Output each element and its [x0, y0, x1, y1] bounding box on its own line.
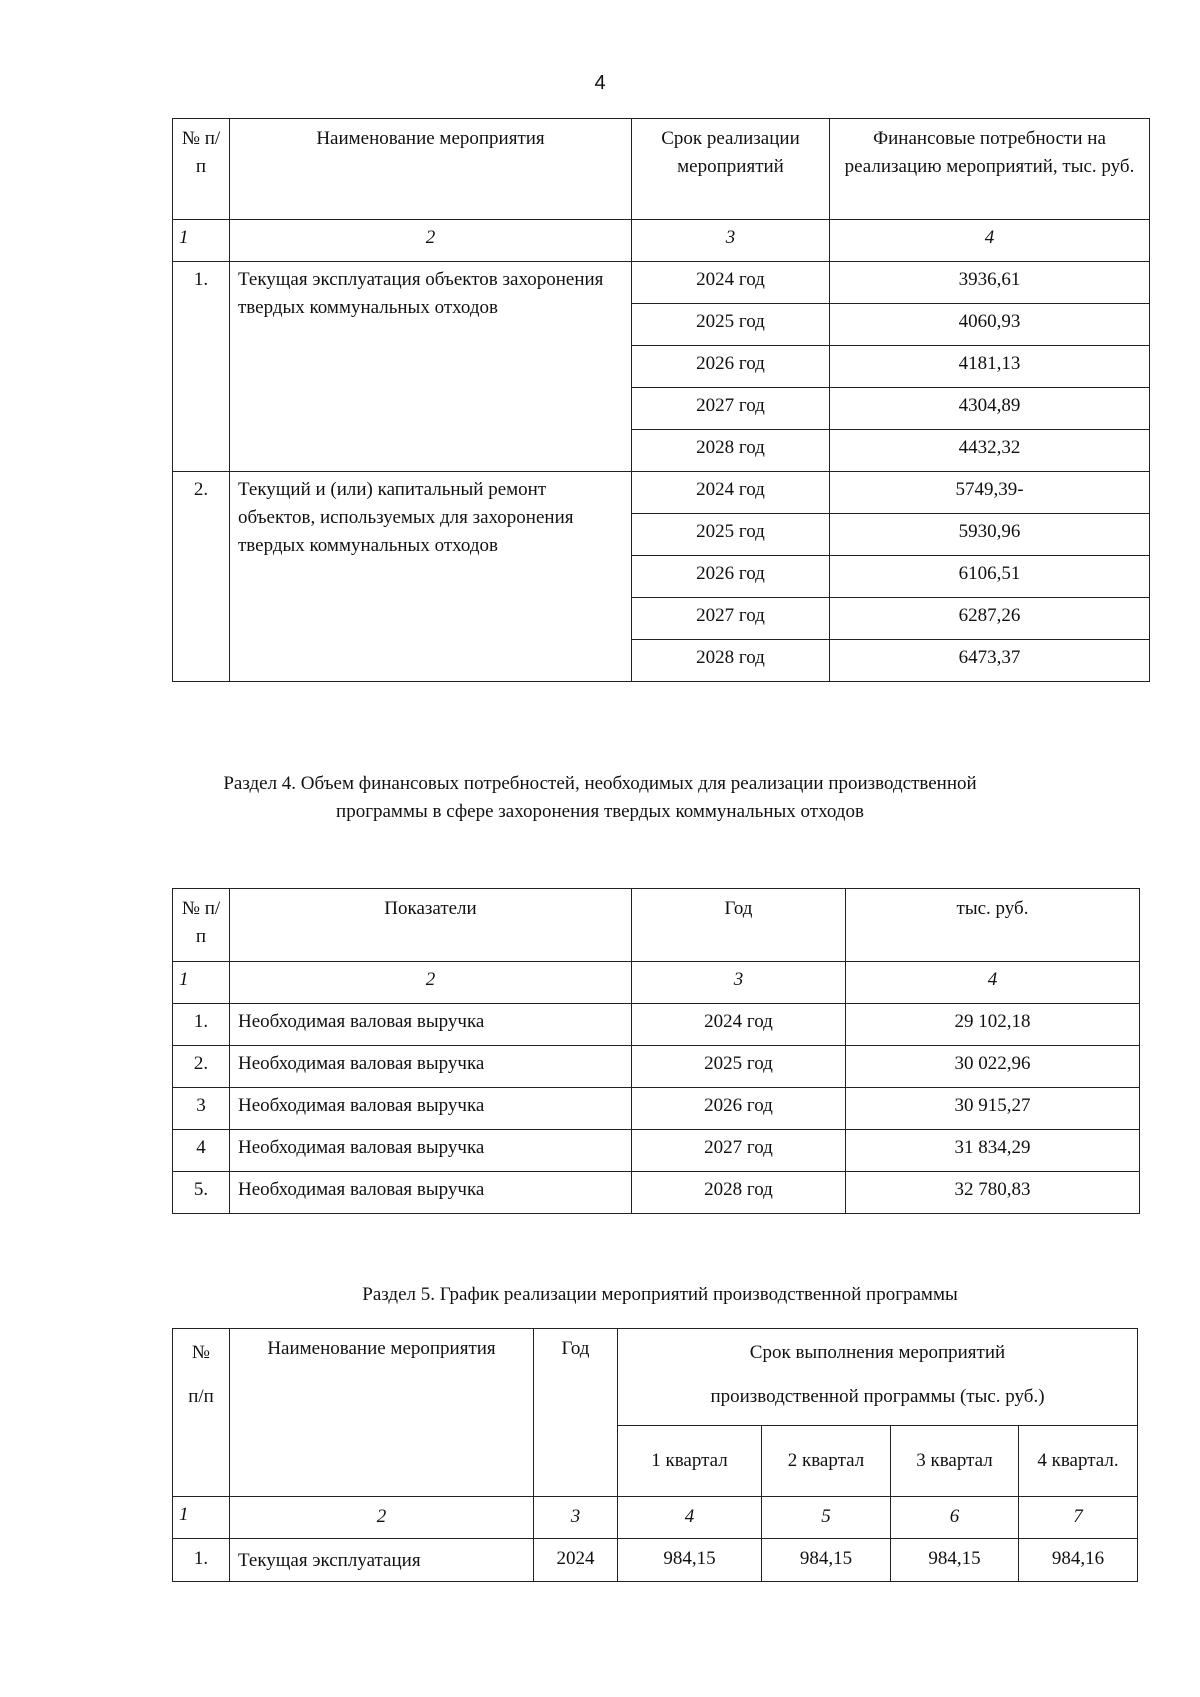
activity-name: Текущая эксплуатация объектов захоронения твердых коммунальных отходов	[230, 262, 632, 472]
col-number: 2	[230, 962, 632, 1004]
activities-finance-table	[172, 118, 1150, 682]
value-cell: 3936,61	[830, 262, 1150, 304]
value-cell: 31 834,29	[846, 1130, 1140, 1172]
header-num: № п/п	[173, 889, 230, 962]
header-term	[618, 1329, 1138, 1426]
row-number: 5.	[173, 1172, 230, 1214]
value-cell: 4304,89	[830, 388, 1150, 430]
year-cell: 2028 год	[632, 640, 830, 682]
header-num: № п/п	[173, 119, 230, 220]
q4-value: 984,16	[1019, 1539, 1138, 1582]
value-cell: 29 102,18	[846, 1004, 1140, 1046]
year-cell: 2024 год	[632, 262, 830, 304]
header-quarter-4: 4 квартал.	[1019, 1426, 1138, 1497]
indicator-name: Необходимая валовая выручка	[230, 1046, 632, 1088]
q3-value: 984,15	[891, 1539, 1019, 1582]
year-cell: 2027 год	[632, 598, 830, 640]
schedule-table	[172, 1328, 1138, 1582]
col-number: 3	[534, 1497, 618, 1539]
value-cell: 6473,37	[830, 640, 1150, 682]
row-number: 2.	[173, 1046, 230, 1088]
table-row	[173, 262, 1150, 304]
section-4-title-line2: программы в сфере захоронения твердых коммунальных отходов	[336, 801, 864, 822]
value-cell: 30 022,96	[846, 1046, 1140, 1088]
col-number: 2	[230, 220, 632, 262]
value-cell: 30 915,27	[846, 1088, 1140, 1130]
value-cell: 4432,32	[830, 430, 1150, 472]
header-term-line1: Срок выполнения мероприятий	[749, 1342, 1006, 1363]
header-num	[173, 1329, 230, 1497]
header-quarter-3: 3 квартал	[891, 1426, 1019, 1497]
activity-name: Текущий и (или) капитальный ремонт объектов, используемых для захоронения твердых коммунальных отходов	[230, 472, 632, 682]
activity-name: Текущая эксплуатация	[230, 1539, 534, 1582]
year-cell: 2024	[534, 1539, 618, 1582]
header-finance: Финансовые потребности на реализацию мероприятий, тыс. руб.	[830, 119, 1150, 220]
column-numbers-row	[173, 220, 1150, 262]
indicator-name: Необходимая валовая выручка	[230, 1172, 632, 1214]
value-cell: 4060,93	[830, 304, 1150, 346]
year-cell: 2024 год	[632, 1004, 846, 1046]
col-number: 4	[846, 962, 1140, 1004]
col-number: 1	[173, 1497, 230, 1539]
col-number: 3	[632, 962, 846, 1004]
year-cell: 2026 год	[632, 1088, 846, 1130]
value-cell: 5749,39-	[830, 472, 1150, 514]
table-row	[173, 1088, 1140, 1130]
col-number: 4	[618, 1497, 762, 1539]
year-cell: 2025 год	[632, 1046, 846, 1088]
value-cell: 6287,26	[830, 598, 1150, 640]
column-numbers-row	[173, 962, 1140, 1004]
value-cell: 32 780,83	[846, 1172, 1140, 1214]
year-cell: 2026 год	[632, 346, 830, 388]
q2-value: 984,15	[762, 1539, 891, 1582]
header-year: Год	[534, 1329, 618, 1497]
col-number: 4	[830, 220, 1150, 262]
table-header-row	[173, 119, 1150, 220]
col-number: 5	[762, 1497, 891, 1539]
table-row	[173, 1130, 1140, 1172]
indicator-name: Необходимая валовая выручка	[230, 1130, 632, 1172]
col-number: 1	[173, 962, 230, 1004]
col-number: 7	[1019, 1497, 1138, 1539]
header-year: Год	[632, 889, 846, 962]
value-cell: 6106,51	[830, 556, 1150, 598]
header-indicator: Показатели	[230, 889, 632, 962]
header-name: Наименование мероприятия	[230, 1329, 534, 1497]
table-row	[173, 1172, 1140, 1214]
revenue-table	[172, 888, 1140, 1214]
header-num-line2: п/п	[188, 1386, 214, 1407]
year-cell: 2028 год	[632, 1172, 846, 1214]
year-cell: 2027 год	[632, 1130, 846, 1172]
value-cell: 5930,96	[830, 514, 1150, 556]
value-cell: 4181,13	[830, 346, 1150, 388]
table-row	[173, 1539, 1138, 1582]
section-4-title-line1: Раздел 4. Объем финансовых потребностей, необходимых для реализации производственной	[223, 773, 977, 794]
section-5-title: Раздел 5. График реализации мероприятий производственной программы	[362, 1284, 958, 1305]
header-name: Наименование мероприятия	[230, 119, 632, 220]
header-quarter-2: 2 квартал	[762, 1426, 891, 1497]
page-number: 4	[594, 72, 606, 94]
indicator-name: Необходимая валовая выручка	[230, 1004, 632, 1046]
year-cell: 2024 год	[632, 472, 830, 514]
year-cell: 2028 год	[632, 430, 830, 472]
year-cell: 2026 год	[632, 556, 830, 598]
header-num-line1: №	[191, 1342, 211, 1363]
table-header-row	[173, 1329, 1138, 1426]
header-quarter-1: 1 квартал	[618, 1426, 762, 1497]
table-row	[173, 1046, 1140, 1088]
indicator-name: Необходимая валовая выручка	[230, 1088, 632, 1130]
section-4-title	[0, 770, 1200, 826]
header-amount: тыс. руб.	[846, 889, 1140, 962]
row-number: 1.	[173, 1539, 230, 1582]
col-number: 2	[230, 1497, 534, 1539]
header-term-line2: производственной программы (тыс. руб.)	[710, 1386, 1045, 1407]
col-number: 3	[632, 220, 830, 262]
row-number: 3	[173, 1088, 230, 1130]
column-numbers-row	[173, 1497, 1138, 1539]
row-number: 2.	[173, 472, 230, 682]
col-number: 6	[891, 1497, 1019, 1539]
table-row	[173, 472, 1150, 514]
year-cell: 2027 год	[632, 388, 830, 430]
header-term: Срок реализации мероприятий	[632, 119, 830, 220]
table-header-row	[173, 889, 1140, 962]
table-row	[173, 1004, 1140, 1046]
year-cell: 2025 год	[632, 514, 830, 556]
col-number: 1	[173, 220, 230, 262]
year-cell: 2025 год	[632, 304, 830, 346]
row-number: 1.	[173, 1004, 230, 1046]
q1-value: 984,15	[618, 1539, 762, 1582]
row-number: 1.	[173, 262, 230, 472]
row-number: 4	[173, 1130, 230, 1172]
